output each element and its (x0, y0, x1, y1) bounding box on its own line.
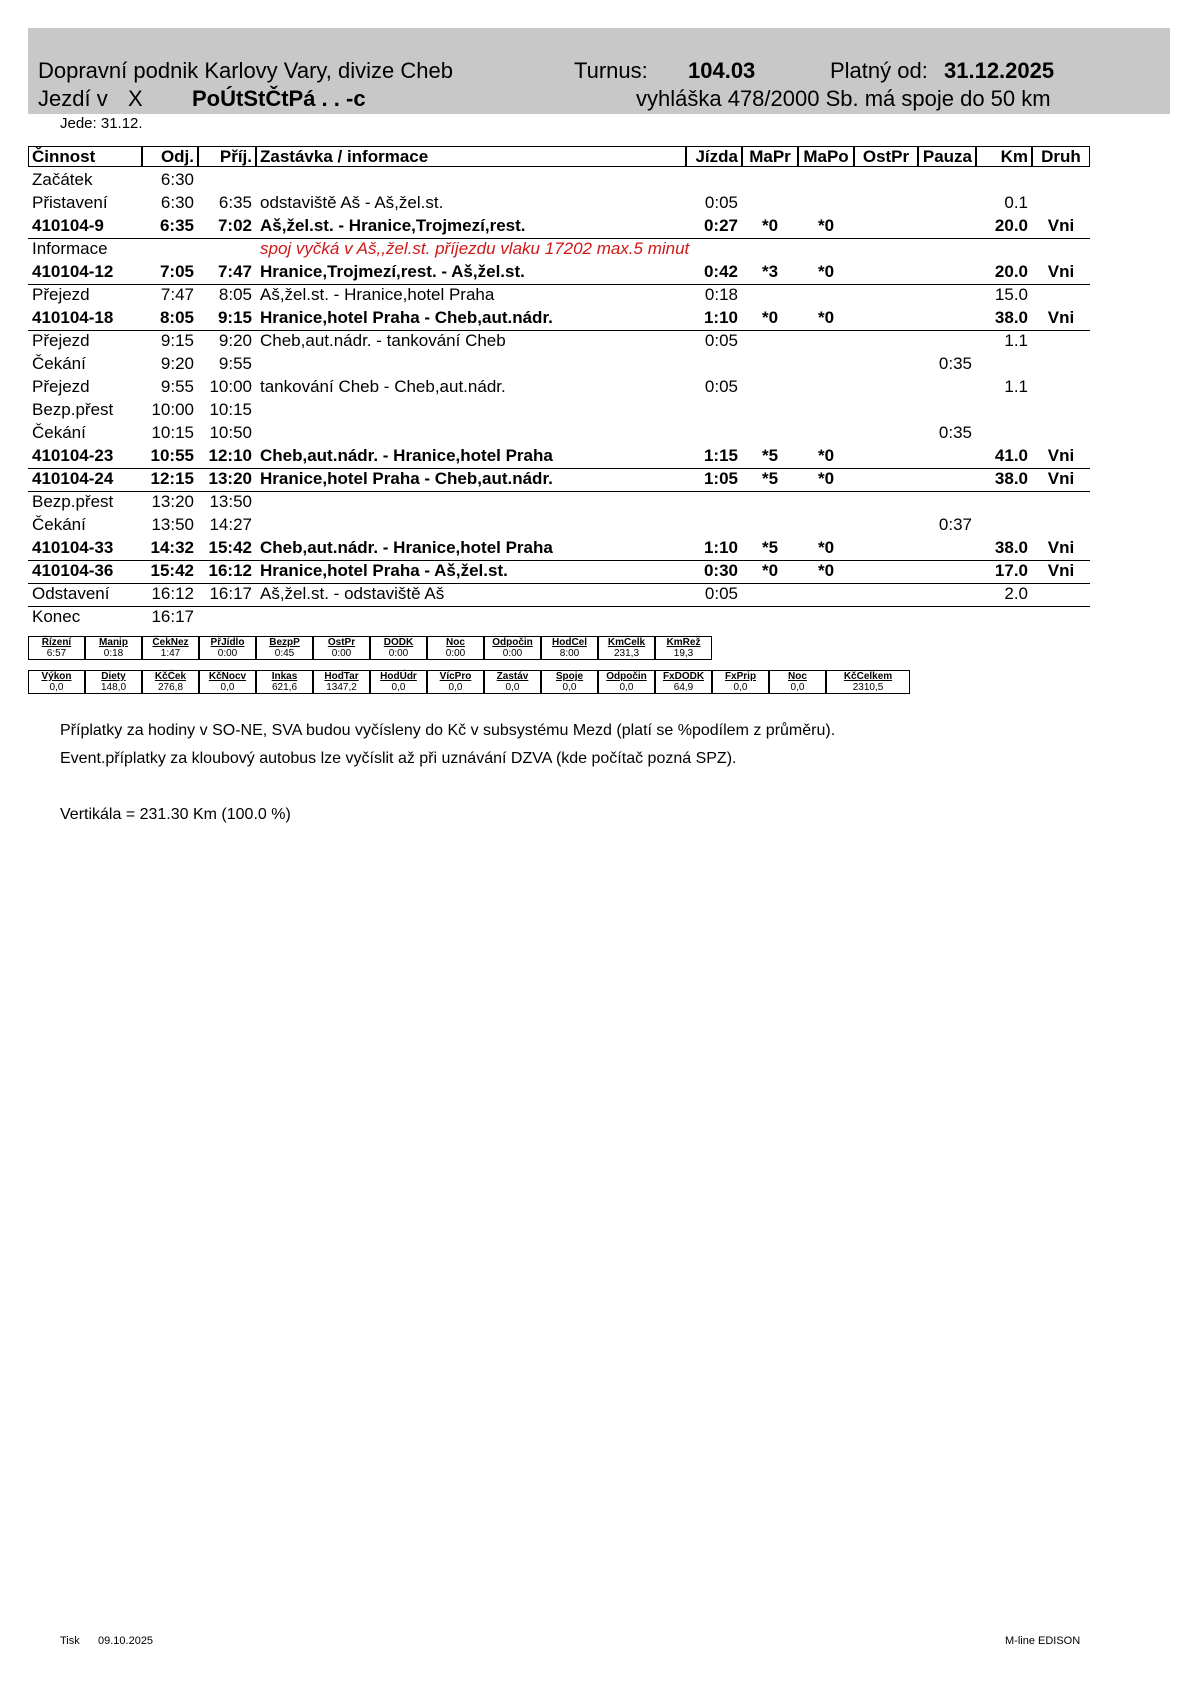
cell-zast: Cheb,aut.nádr. - Hranice,hotel Praha (260, 538, 553, 557)
column-header-odj: Odj. (142, 146, 198, 167)
cell-cinnost: 410104-9 (32, 216, 104, 235)
summary-label: Spoje (555, 671, 584, 682)
cell-km: 38.0 (994, 308, 1028, 327)
cell-jizda: 0:30 (703, 561, 738, 580)
summary-value: 0,0 (220, 682, 235, 693)
column-header-druh: Druh (1032, 146, 1090, 167)
column-header-prij: Příj. (198, 146, 256, 167)
summary-cell (769, 670, 826, 694)
summary-cell (484, 636, 541, 660)
cell-zast: odstaviště Aš - Aš,žel.st. (260, 193, 444, 212)
cell-prij: 13:20 (208, 469, 252, 488)
valid-from-label: Platný od: (830, 58, 928, 83)
cell-jizda: 0:42 (703, 262, 738, 281)
summary-value: 148,0 (100, 682, 127, 693)
days-x: X (128, 86, 143, 111)
summary-label: BezpP (269, 637, 300, 648)
summary-label: Řízení (41, 637, 72, 648)
cell-zast: tankování Cheb - Cheb,aut.nádr. (260, 377, 506, 396)
cell-prij: 16:17 (209, 584, 252, 603)
cell-odj: 9:55 (160, 377, 194, 396)
summary-label: Zastáv (496, 671, 529, 682)
summary-cell (28, 636, 85, 660)
cell-cinnost: Přejezd (32, 331, 90, 350)
cell-odj: 8:05 (159, 308, 194, 327)
turnus-label: Turnus: (574, 58, 648, 83)
summary-value: 0:18 (103, 648, 124, 659)
days-label: Jezdí v (38, 86, 108, 111)
cell-jizda: 1:10 (703, 538, 738, 557)
cell-cinnost: Přistavení (32, 193, 108, 212)
cell-odj: 13:20 (151, 492, 194, 511)
summary-value: 0,0 (790, 682, 805, 693)
summary-value: 1:47 (160, 648, 181, 659)
cell-cinnost: 410104-24 (32, 469, 114, 488)
cell-mapr: *3 (761, 262, 779, 281)
summary-value: 0,0 (505, 682, 520, 693)
summary-cell (142, 636, 199, 660)
cell-mapo: *0 (817, 262, 835, 281)
cell-zast: Hranice,hotel Praha - Cheb,aut.nádr. (260, 308, 553, 327)
print-label: Tisk (60, 1635, 80, 1647)
turnus-value: 104.03 (688, 58, 756, 83)
summary-label: ČekNez (152, 637, 189, 648)
summary-cell (256, 670, 313, 694)
summary-label: KmRež (666, 637, 701, 648)
summary-value: 0,0 (619, 682, 634, 693)
cell-cinnost: Bezp.přest (32, 400, 114, 419)
cell-pauza: 0:35 (938, 423, 972, 442)
cell-prij: 9:55 (218, 354, 252, 373)
summary-label: KmCelk (607, 637, 646, 648)
summary-value: 0:00 (331, 648, 352, 659)
summary-cell (484, 670, 541, 694)
column-header-zast: Zastávka / informace (256, 146, 686, 167)
summary-cell (427, 670, 484, 694)
column-header-cinnost: Činnost (28, 146, 142, 167)
summary-value: 6:57 (46, 648, 67, 659)
summary-cell (256, 636, 313, 660)
column-header-km: Km (976, 146, 1032, 167)
decree-text: vyhláška 478/2000 Sb. má spoje do 50 km (636, 86, 1051, 111)
summary-cell (427, 636, 484, 660)
summary-label: KčCelkem (843, 671, 893, 682)
summary-cell (313, 636, 370, 660)
cell-druh: Vni (1047, 262, 1075, 281)
summary-label: DODK (383, 637, 414, 648)
cell-prij: 14:27 (209, 515, 252, 534)
cell-prij: 16:12 (208, 561, 252, 580)
summary-cell (85, 670, 142, 694)
cell-odj: 10:15 (151, 423, 194, 442)
cell-prij: 9:20 (218, 331, 252, 350)
cell-pauza: 0:35 (938, 354, 972, 373)
cell-odj: 9:20 (160, 354, 194, 373)
cell-jizda: 0:27 (703, 216, 738, 235)
cell-zast: Cheb,aut.nádr. - tankování Cheb (260, 331, 506, 350)
cell-prij: 8:05 (218, 285, 252, 304)
summary-label: FxPrip (724, 671, 757, 682)
summary-label: KčČek (154, 671, 187, 682)
cell-km: 1.1 (1004, 377, 1028, 396)
summary-value: 2310,5 (852, 682, 884, 693)
summary-cell (541, 670, 598, 694)
cell-odj: 7:05 (159, 262, 194, 281)
summary-label: VícPro (439, 671, 472, 682)
summary-cell (370, 636, 427, 660)
summary-cell (598, 636, 655, 660)
summary-label: HodCel (552, 637, 587, 648)
column-header-mapr: MaPr (742, 146, 798, 167)
summary-value: 0,0 (448, 682, 463, 693)
summary-value: 0,0 (49, 682, 64, 693)
cell-mapo: *0 (817, 469, 835, 488)
summary-label: Noc (446, 637, 465, 648)
summary-value: 0:00 (502, 648, 523, 659)
print-date: 09.10.2025 (98, 1635, 154, 1647)
cell-zast: Hranice,Trojmezí,rest. - Aš,žel.st. (260, 262, 525, 281)
cell-cinnost: Čekání (32, 515, 86, 534)
cell-cinnost: Přejezd (32, 285, 90, 304)
cell-km: 20.0 (994, 262, 1028, 281)
cell-odj: 9:15 (160, 331, 194, 350)
company-name: Dopravní podnik Karlovy Vary, divize Cheb (38, 58, 453, 83)
cell-km: 17.0 (994, 561, 1028, 580)
summary-cell (541, 636, 598, 660)
cell-km: 1.1 (1004, 331, 1028, 350)
cell-druh: Vni (1047, 446, 1075, 465)
cell-prij: 12:10 (208, 446, 252, 465)
column-header-jizda: Jízda (686, 146, 742, 167)
cell-cinnost: 410104-33 (32, 538, 114, 557)
cell-odj: 16:12 (151, 584, 194, 603)
summary-cell (199, 636, 256, 660)
cell-cinnost: Čekání (32, 423, 86, 442)
cell-odj: 6:35 (159, 216, 194, 235)
cell-jizda: 0:05 (704, 193, 738, 212)
summary-cell (199, 670, 256, 694)
cell-prij: 15:42 (208, 538, 252, 557)
cell-cinnost: 410104-12 (32, 262, 114, 281)
cell-cinnost: Odstavení (32, 584, 110, 603)
cell-prij: 13:50 (209, 492, 252, 511)
cell-jizda: 0:18 (704, 285, 738, 304)
summary-cell (85, 636, 142, 660)
cell-prij: 10:15 (209, 400, 252, 419)
summary-cell (370, 670, 427, 694)
summary-value: 19,3 (673, 648, 694, 659)
cell-druh: Vni (1047, 469, 1075, 488)
cell-prij: 7:02 (217, 216, 252, 235)
cell-cinnost: Začátek (32, 170, 93, 189)
cell-jizda: 1:15 (703, 446, 738, 465)
cell-mapr: *5 (761, 469, 779, 488)
cell-odj: 12:15 (150, 469, 194, 488)
cell-odj: 10:00 (151, 400, 194, 419)
column-header-mapo: MaPo (798, 146, 854, 167)
cell-druh: Vni (1047, 308, 1075, 327)
summary-value: 0:00 (217, 648, 238, 659)
summary-label: Odpočin (606, 671, 647, 682)
cell-km: 38.0 (994, 469, 1028, 488)
cell-cinnost: 410104-18 (32, 308, 114, 327)
cell-odj: 15:42 (150, 561, 194, 580)
column-header-pauza: Pauza (918, 146, 976, 167)
cell-zast: Hranice,hotel Praha - Aš,žel.st. (260, 561, 508, 580)
cell-cinnost: Informace (32, 239, 108, 258)
cell-jizda: 0:05 (704, 331, 738, 350)
summary-label: Diety (101, 671, 126, 682)
cell-km: 2.0 (1004, 584, 1028, 603)
summary-label: HodÚdr (380, 671, 417, 682)
summary-label: PřJídlo (210, 637, 245, 648)
vertical-total: Vertikála = 231.30 Km (100.0 %) (60, 806, 291, 823)
days-code: PoÚtStČtPá . . -c (192, 86, 366, 111)
summary-value: 0,0 (733, 682, 748, 693)
note-2: Event.příplatky za kloubový autobus lze vyčíslit až při uznávání DZVA (kde počítač pozná SPZ). (60, 750, 737, 767)
runs-date: Jede: 31.12. (60, 115, 143, 132)
summary-label: HodTar (324, 671, 359, 682)
summary-label: Noc (788, 671, 807, 682)
cell-mapo: *0 (817, 561, 835, 580)
summary-cell (142, 670, 199, 694)
cell-zast: Cheb,aut.nádr. - Hranice,hotel Praha (260, 446, 553, 465)
cell-prij: 10:00 (209, 377, 252, 396)
summary-value: 0:00 (445, 648, 466, 659)
cell-mapr: *0 (761, 216, 779, 235)
summary-label: Inkas (271, 671, 298, 682)
cell-mapr: *0 (761, 308, 779, 327)
cell-odj: 6:30 (160, 193, 194, 212)
cell-odj: 14:32 (150, 538, 194, 557)
column-header-ostpr: OstPr (854, 146, 918, 167)
summary-cell (712, 670, 769, 694)
cell-odj: 13:50 (151, 515, 194, 534)
cell-mapr: *5 (761, 538, 779, 557)
summary-label: Odpočin (492, 637, 533, 648)
summary-value: 0:45 (274, 648, 295, 659)
summary-value: 8:00 (559, 648, 580, 659)
cell-mapr: *5 (761, 446, 779, 465)
summary-label: OstPr (327, 637, 356, 648)
cell-jizda: 1:10 (703, 308, 738, 327)
cell-cinnost: 410104-23 (32, 446, 114, 465)
cell-km: 41.0 (994, 446, 1028, 465)
summary-label: KčNocv (208, 671, 247, 682)
summary-cell (826, 670, 910, 694)
cell-mapr: *0 (761, 561, 779, 580)
cell-cinnost: 410104-36 (32, 561, 114, 580)
summary-cell (598, 670, 655, 694)
summary-value: 621,6 (271, 682, 298, 693)
cell-odj: 7:47 (160, 285, 194, 304)
cell-druh: Vni (1047, 538, 1075, 557)
summary-cell (28, 670, 85, 694)
cell-cinnost: Přejezd (32, 377, 90, 396)
cell-cinnost: Bezp.přest (32, 492, 114, 511)
cell-km: 20.0 (994, 216, 1028, 235)
cell-km: 0.1 (1004, 193, 1028, 212)
cell-jizda: 0:05 (704, 584, 738, 603)
cell-prij: 6:35 (218, 193, 252, 212)
cell-zast: spoj vyčká v Aš,,žel.st. příjezdu vlaku 17202 max.5 minut (260, 239, 690, 258)
summary-label: Manip (99, 637, 128, 648)
valid-from-value: 31.12.2025 (944, 58, 1055, 83)
cell-km: 15.0 (994, 285, 1028, 304)
cell-zast: Aš,žel.st. - odstaviště Aš (260, 584, 445, 603)
cell-jizda: 0:05 (704, 377, 738, 396)
cell-cinnost: Konec (32, 607, 81, 626)
cell-prij: 7:47 (217, 262, 252, 281)
cell-mapo: *0 (817, 216, 835, 235)
summary-value: 0,0 (562, 682, 577, 693)
cell-cinnost: Čekání (32, 354, 86, 373)
summary-cell (313, 670, 370, 694)
cell-mapo: *0 (817, 308, 835, 327)
cell-odj: 6:30 (160, 170, 194, 189)
cell-odj: 10:55 (150, 446, 194, 465)
cell-zast: Aš,žel.st. - Hranice,Trojmezí,rest. (260, 216, 526, 235)
cell-druh: Vni (1047, 561, 1075, 580)
software-name: M-line EDISON (1005, 1635, 1081, 1647)
cell-prij: 9:15 (217, 308, 252, 327)
summary-value: 64,9 (673, 682, 694, 693)
summary-value: 0,0 (391, 682, 406, 693)
summary-label: Výkon (41, 671, 72, 682)
cell-druh: Vni (1047, 216, 1075, 235)
summary-value: 276,8 (157, 682, 184, 693)
cell-odj: 16:17 (151, 607, 194, 626)
cell-zast: Hranice,hotel Praha - Cheb,aut.nádr. (260, 469, 553, 488)
summary-value: 231,3 (613, 648, 640, 659)
cell-km: 38.0 (994, 538, 1028, 557)
cell-pauza: 0:37 (938, 515, 972, 534)
summary-label: FxDODK (662, 671, 705, 682)
cell-prij: 10:50 (209, 423, 252, 442)
summary-value: 1347,2 (326, 682, 357, 693)
note-1: Příplatky za hodiny v SO-NE, SVA budou vyčísleny do Kč v subsystému Mezd (platí se %podílem z průměru). (60, 722, 836, 739)
cell-jizda: 1:05 (703, 469, 738, 488)
summary-cell (655, 670, 712, 694)
cell-zast: Aš,žel.st. - Hranice,hotel Praha (260, 285, 495, 304)
summary-value: 0:00 (388, 648, 409, 659)
summary-cell (655, 636, 712, 660)
cell-mapo: *0 (817, 446, 835, 465)
cell-mapo: *0 (817, 538, 835, 557)
